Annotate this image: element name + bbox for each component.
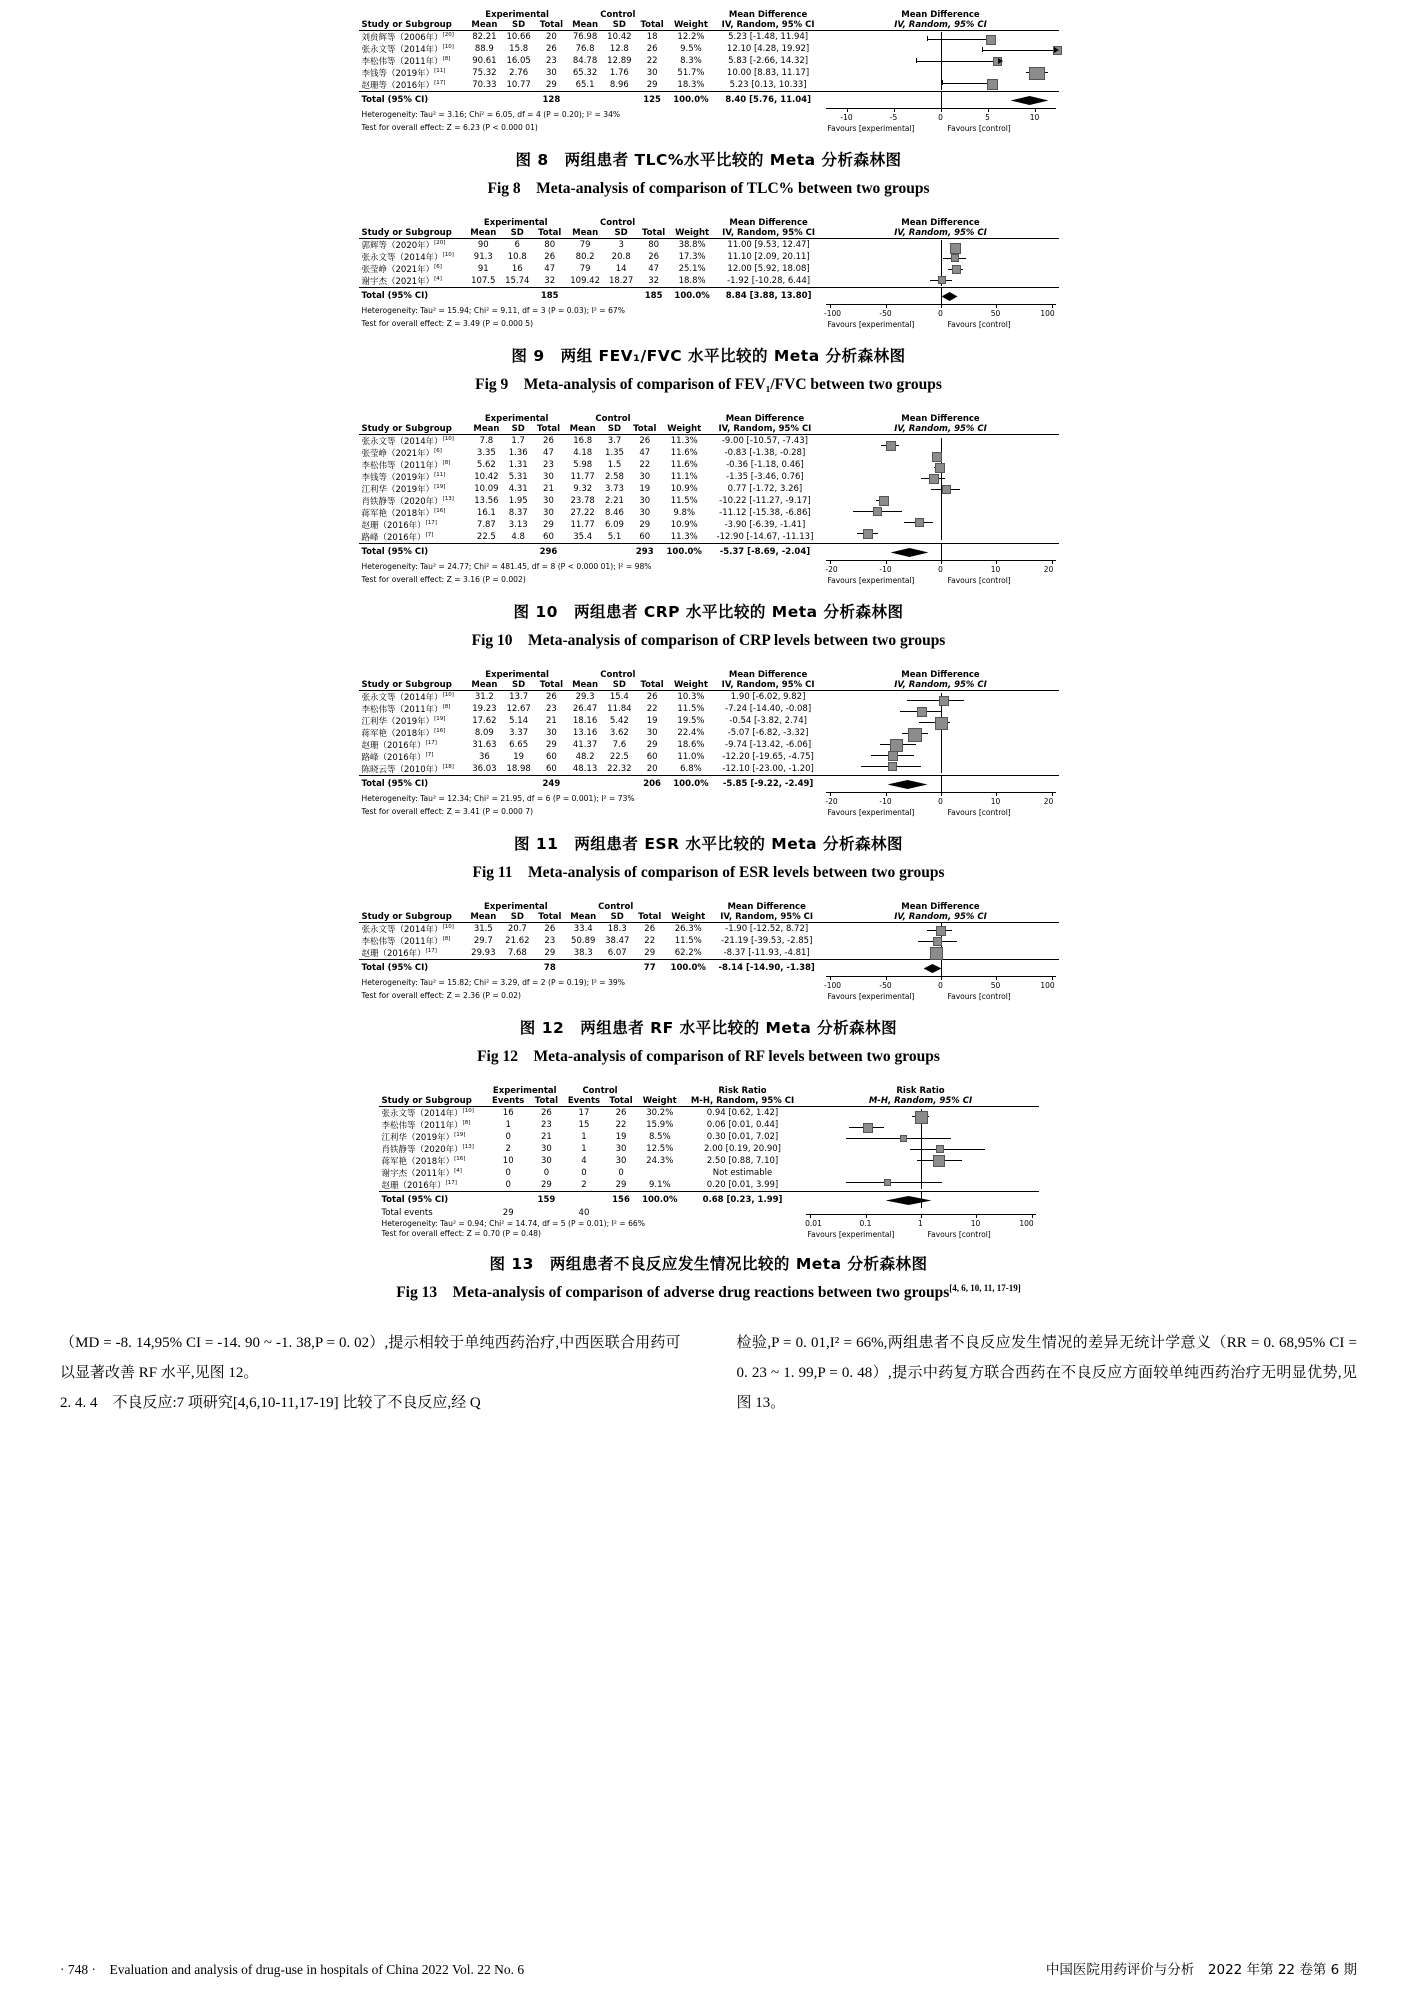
heterogeneity-note: Heterogeneity: Tau² = 15.82; Chi² = 3.29, df = 2 (P = 0.19); I² = 39%	[361, 978, 625, 987]
header-graph: Mean Difference	[901, 10, 980, 20]
header-graph: Mean Difference	[901, 218, 980, 228]
forest-plot-fig10: Experimental Control Mean Difference Mean Difference Study or Subgroup Mean SD Total Mean SD Total Weight IV, Random, 95% CI IV, Random, 95% CI 张永文等（2014年）[10] 7.8 1.7 26 16.8 3.7 26 11.3% -9.00 [-10.57, -7.43] 张莹峥（2021年）[6] 3.35 1.36 47 4.18 1.35 47 11.6% -0.83 [-1.38, -0.28] 李松伟等（2011年）[8] 5.62 1.31 23 5.98 1.5 22 11.6% -0.36 [-1.18, 0.46] 李钱等（2019年）[11] 10.42 5.31 30 11.77 2.58 30 11.1% -1.35 [-3.46, 0.76] 江利华（2019年）[19] 10.09 4.31 21 9.32 3.73 19 10.9% 0.77 [-1.72, 3.26] 肖铁静等（2020年）[13] 13.56 1.95 30 23.78 2.21 30 11.5% -10.22 [-11.27, -9.17] 蒋军艳（2018年）[16] 16.1 8.37 30 27.22 8.46 30 9.8% -11.12 [-15.38, -6.86] 赵珊（2016年）[17] 7.87 3.13 29 11.77 6.09 29 10.9% -3.90 [-6.39, -1.41] 路峰（2016年）[7] 22.5 4.8 60 35.4 5.1 60 11.3% -12.90 [-14.67, -11.13] Total (95% CI) 296 293 100.0% -5.37 [-8.69, -2.04] Heterogeneity: Tau² = 24.77; Chi² = 481.45, df = 8 (P < 0.000 01); I² = 98% -20 -10 0 10 20 Favours [experimental] Favours [control] Test for overall effect: Z = 3.16 (P = 0.002)	[359, 414, 1059, 586]
table-row: 江利华（2019年）[19] 0 21 1 19 8.5% 0.30 [0.01, 7.02]	[381, 1132, 779, 1143]
table-row: 张永文等（2014年）[10] 16 26 17 26 30.2% 0.94 [0.62, 1.42]	[379, 1107, 1039, 1120]
table-row: 赵珊（2016年）[17] 7.87 3.13 29 11.77 6.09 29 10.9% -3.90 [-6.39, -1.41]	[361, 520, 806, 531]
total-row: Total (95% CI) 185 185 100.0% 8.84 [3.88, 13.80]	[359, 288, 1059, 305]
table-row: 张永文等（2014年）[10] 7.8 1.7 26 16.8 3.7 26 11.3% -9.00 [-10.57, -7.43]	[359, 435, 1059, 448]
figure-11-block	[60, 670, 1357, 882]
table-row: 李松伟等（2011年）[8] 90.61 16.05 23 84.78 12.89 22 8.3% 5.83 [-2.66, 14.32]	[361, 56, 809, 67]
total-row: Total (95% CI) 296 293 100.0% -5.37 [-8.69, -2.04]	[359, 544, 1059, 561]
header-effect: Mean Difference	[725, 414, 805, 424]
total-events-row: Total events 29 40 0.01 0.1 1 10 100 Favours [experimental] Favours [control]	[381, 1208, 1034, 1239]
total-row: Total (95% CI) 78 77 100.0% -8.14 [-14.90, -1.38]	[359, 960, 1059, 977]
header-experimental: Experimental	[485, 670, 549, 680]
table-row: 江利华（2019年）[19] 10.09 4.31 21 9.32 3.73 19 10.9% 0.77 [-1.72, 3.26]	[361, 484, 803, 495]
header-graph: Mean Difference	[901, 414, 980, 424]
header-effect: Mean Difference	[729, 218, 808, 228]
table-row: 张永文等（2014年）[10] 31.5 20.7 26 33.4 18.3 26 26.3% -1.90 [-12.52, 8.72]	[359, 923, 1059, 936]
overall-effect-note: Test for overall effect: Z = 3.49 (P = 0.000 5)	[361, 319, 534, 328]
table-row: 李钱等（2019年）[11] 75.32 2.76 30 65.32 1.76 30 51.7% 10.00 [8.83, 11.17]	[361, 68, 810, 79]
header-graph: Risk Ratio	[896, 1086, 945, 1096]
table-row: 刘贠辉等（2006年）[20] 82.21 10.66 20 76.98 10.42 18 12.2% 5.23 [-1.48, 11.94]	[359, 31, 1059, 44]
figure-caption-en: Fig 11 Meta-analysis of comparison of ESR levels between two groups	[472, 864, 945, 881]
figure-caption-refs: [4, 6, 10, 11, 17-19]	[949, 1282, 1021, 1293]
table-row: 李钱等（2019年）[11] 10.42 5.31 30 11.77 2.58 30 11.1% -1.35 [-3.46, 0.76]	[361, 472, 804, 483]
figure-caption-en-text: Fig 13 Meta-analysis of comparison of adverse drug reactions between two groups	[396, 1284, 950, 1301]
overall-effect-note: Test for overall effect: Z = 3.16 (P = 0.002)	[361, 575, 526, 584]
table-row: 蒋军艳（2018年）[16] 10 30 4 30 24.3% 2.50 [0.88, 7.10]	[381, 1156, 779, 1167]
table-row: 肖铁静等（2020年）[13] 2 30 1 30 12.5% 2.00 [0.19, 20.90]	[381, 1144, 781, 1155]
table-row: 李松伟等（2011年）[8] 19.23 12.67 23 26.47 11.84 22 11.5% -7.24 [-14.40, -0.08]	[361, 704, 812, 715]
body-column-left	[60, 1328, 709, 1418]
overall-effect-note: Test for overall effect: Z = 3.41 (P = 0.000 7)	[361, 807, 534, 816]
table-row: 路峰（2016年）[7] 22.5 4.8 60 35.4 5.1 60 11.3% -12.90 [-14.67, -11.13]	[361, 532, 814, 543]
figure-caption-cn: 图 13 两组患者不良反应发生情况比较的 Meta 分析森林图	[489, 1255, 928, 1273]
table-row: 蒋军艳（2018年）[16] 8.09 3.37 30 13.16 3.62 30 22.4% -5.07 [-6.82, -3.32]	[361, 728, 809, 739]
total-row: Total (95% CI) 159 156 100.0% 0.68 [0.23, 1.99]	[379, 1192, 1039, 1209]
header-effect: Mean Difference	[727, 902, 806, 912]
header-control: Control	[598, 902, 634, 912]
body-columns	[60, 1328, 1357, 1418]
header-experimental: Experimental	[483, 218, 548, 228]
header-graph: Mean Difference	[901, 902, 980, 912]
forest-plot-fig8: Experimental Control Mean Difference Mean Difference Study or Subgroup Mean SD Total Mean SD Total Weight IV, Random, 95% CI IV, Random, 95% CI 刘贠辉等（2006年）[20] 82.21 10.66 20 76.98 10.42 18 12.2% 5.23 [-1.48, 11.94] 张永文等（2014年）[10] 88.9 15.8 26 76.8 12.8 26 9.5% 12.10 [4.28, 19.92] 李松伟等（2011年）[8] 90.61 16.05 23 84.78 12.89 22 8.3% 5.83 [-2.66, 14.32] 李钱等（2019年）[11] 75.32 2.76 30 65.32 1.76 30 51.7% 10.00 [8.83, 11.17] 赵珊等（2016年）[17] 70.33 10.77 29 65.1 8.96 29 18.3% 5.23 [0.13, 10.33] Total (95% CI) 128 125 100.0% 8.40 [5.76, 11.04] Heterogeneity: Tau² = 3.16; Chi² = 6.05, df = 4 (P = 0.20); I² = 34% -10 -5 0 5 10 Favours [experimental] Favours [control] Test for overall effect: Z = 6.23 (P < 0.000 01)	[359, 10, 1059, 134]
heterogeneity-note: Heterogeneity: Tau² = 3.16; Chi² = 6.05, df = 4 (P = 0.20); I² = 34%	[361, 110, 621, 119]
figure-caption-cn: 图 9 两组 FEV₁/FVC 水平比较的 Meta 分析森林图	[511, 347, 906, 365]
table-row: 张永文等（2014年）[10] 91.3 10.8 26 80.2 20.8 26 17.3% 11.10 [2.09, 20.11]	[361, 252, 810, 263]
col-study: Study or Subgroup	[359, 20, 467, 31]
forest-plot-fig13: Experimental Control Risk Ratio Risk Ratio Study or Subgroup Events Total Events Total Weight M-H, Random, 95% CI M-H, Random, 95% CI 张永文等（2014年）[10] 16 26 17 26 30.2% 0.94 [0.62, 1.42] 李松伟等（2011年）[8] 1 23 15 22 15.9% 0.06 [0.01, 0.44] 江利华（2019年）[19] 0 21 1 19 8.5% 0.30 [0.01, 7.02] 肖铁静等（2020年）[13] 2 30 1 30 12.5% 2.00 [0.19, 20.90] 蒋军艳（2018年）[16] 10 30 4 30 24.3% 2.50 [0.88, 7.10] 谢宇杰（2011年）[4] 0 0 0 0 Not estimable 赵珊（2016年）[17] 0 29 2 29 9.1% 0.20 [0.01, 3.99] Total (95% CI) 159 156 100.0% 0.68 [0.23, 1.99] Total events 29 40 0.01 0.1 1 10 100 Favours [experimental] Favours [control] Heterogeneity: Tau² = 0.94; Chi² = 14.74, df = 5 (P = 0.01); I² = 66% Test for overall effect: Z = 0.70 (P = 0.48)	[379, 1086, 1039, 1238]
table-row: 张永文等（2014年）[10] 88.9 15.8 26 76.8 12.8 26 9.5% 12.10 [4.28, 19.92]	[361, 44, 810, 55]
header-control: Control	[600, 10, 636, 20]
forest-plot-fig12: Experimental Control Mean Difference Mean Difference Study or Subgroup Mean SD Total Mean SD Total Weight IV, Random, 95% CI IV, Random, 95% CI 张永文等（2014年）[10] 31.5 20.7 26 33.4 18.3 26 26.3% -1.90 [-12.52, 8.72] 李松伟等（2011年）[8] 29.7 21.62 23 50.89 38.47 22 11.5% -21.19 [-39.53, -2.85] 赵珊（2016年）[17] 29.93 7.68 29 38.3 6.07 29 62.2% -8.37 [-11.93, -4.81] Total (95% CI) 78 77 100.0% -8.14 [-14.90, -1.38] Heterogeneity: Tau² = 15.82; Chi² = 3.29, df = 2 (P = 0.19); I² = 39% -100 -50 0 50 100 Favours [experimental] Favours [control] Test for overall effect: Z = 2.36 (P = 0.02)	[359, 902, 1059, 1002]
figure-caption-en: Fig 10 Meta-analysis of comparison of CRP levels between two groups	[471, 632, 946, 649]
table-row: 陈晓云等（2010年）[18] 36.03 18.98 60 48.13 22.32 20 6.8% -12.10 [-23.00, -1.20]	[361, 764, 814, 775]
table-row: 张莹峥（2021年）[6] 3.35 1.36 47 4.18 1.35 47 11.6% -0.83 [-1.38, -0.28]	[361, 448, 806, 459]
figure-caption-cn: 图 12 两组患者 RF 水平比较的 Meta 分析森林图	[519, 1019, 898, 1037]
table-row: 路峰（2016年）[7] 36 19 60 48.2 22.5 60 11.0% -12.20 [-19.65, -4.75]	[361, 752, 814, 763]
table-row: 赵珊（2016年）[17] 0 29 2 29 9.1% 0.20 [0.01, 3.99]	[381, 1180, 779, 1191]
forest-plot-fig11: Experimental Control Mean Difference Mean Difference Study or Subgroup Mean SD Total Mean SD Total Weight IV, Random, 95% CI IV, Random, 95% CI 张永文等（2014年）[10] 31.2 13.7 26 29.3 15.4 26 10.3% 1.90 [-6.02, 9.82] 李松伟等（2011年）[8] 19.23 12.67 23 26.47 11.84 22 11.5% -7.24 [-14.40, -0.08] 江利华（2019年）[19] 17.62 5.14 21 18.16 5.42 19 19.5% -0.54 [-3.82, 2.74] 蒋军艳（2018年）[16] 8.09 3.37 30 13.16 3.62 30 22.4% -5.07 [-6.82, -3.32] 赵珊（2016年）[17] 31.63 6.65 29 41.37 7.6 29 18.6% -9.74 [-13.42, -6.06] 路峰（2016年）[7] 36 19 60 48.2 22.5 60 11.0% -12.20 [-19.65, -4.75] 陈晓云等（2010年）[18] 36.03 18.98 60 48.13 22.32 20 6.8% -12.10 [-23.00, -1.20] Total (95% CI) 249 206 100.0% -5.85 [-9.22, -2.49] Heterogeneity: Tau² = 12.34; Chi² = 21.95, df = 6 (P = 0.001); I² = 73% -20 -10 0 10 20 Favours [experimental] Favours [control] Test for overall effect: Z = 3.41 (P = 0.000 7)	[359, 670, 1059, 818]
header-effect: Mean Difference	[728, 670, 808, 680]
table-row: 赵珊（2016年）[17] 31.63 6.65 29 41.37 7.6 29 18.6% -9.74 [-13.42, -6.06]	[361, 740, 812, 751]
table-row: 李松伟等（2011年）[8] 5.62 1.31 23 5.98 1.5 22 11.6% -0.36 [-1.18, 0.46]	[361, 460, 804, 471]
header-graph: Mean Difference	[901, 670, 980, 680]
overall-effect-note: Test for overall effect: Z = 6.23 (P < 0.000 01)	[361, 123, 538, 132]
overall-effect-note: Test for overall effect: Z = 0.70 (P = 0.48)	[381, 1228, 541, 1238]
table-row: 江利华（2019年）[19] 17.62 5.14 21 18.16 5.42 19 19.5% -0.54 [-3.82, 2.74]	[361, 716, 807, 727]
figure-10-block	[60, 414, 1357, 650]
table-row: 赵珊等（2016年）[17] 70.33 10.77 29 65.1 8.96 29 18.3% 5.23 [0.13, 10.33]	[361, 80, 807, 91]
figure-caption-en: Fig 12 Meta-analysis of comparison of RF levels between two groups	[477, 1048, 940, 1065]
figure-caption-cn: 图 8 两组患者 TLC%水平比较的 Meta 分析森林图	[515, 151, 902, 169]
table-row: 肖铁静等（2020年）[13] 13.56 1.95 30 23.78 2.21 30 11.5% -10.22 [-11.27, -9.17]	[361, 496, 811, 507]
total-row: Total (95% CI) 249 206 100.0% -5.85 [-9.22, -2.49]	[359, 776, 1059, 793]
header-control: Control	[600, 670, 636, 680]
figure-caption-en	[396, 1280, 1021, 1302]
figure-12-block	[60, 902, 1357, 1066]
overall-effect-note: Test for overall effect: Z = 2.36 (P = 0.02)	[361, 991, 521, 1000]
header-effect: Risk Ratio	[718, 1086, 767, 1096]
table-row: 张莹峥（2021年）[6] 91 16 47 79 14 47 25.1% 12.00 [5.92, 18.08]	[361, 264, 810, 275]
table-row: 蒋军艳（2018年）[16] 16.1 8.37 30 27.22 8.46 30 9.8% -11.12 [-15.38, -6.86]	[361, 508, 811, 519]
table-row: 李松伟等（2011年）[8] 1 23 15 22 15.9% 0.06 [0.01, 0.44]	[381, 1120, 779, 1131]
body-column-right	[709, 1328, 1358, 1418]
figure-9-block	[60, 218, 1357, 394]
table-row: 谢宇杰（2011年）[4] 0 0 0 0 Not estimable	[381, 1168, 773, 1179]
header-control: Control	[600, 218, 636, 228]
table-row: 赵珊（2016年）[17] 29.93 7.68 29 38.3 6.07 29 62.2% -8.37 [-11.93, -4.81]	[361, 948, 810, 959]
header-control: Control	[582, 1086, 618, 1096]
header-experimental: Experimental	[485, 10, 549, 20]
header-experimental: Experimental	[484, 414, 549, 424]
table-row: 郭辉等（2020年）[20] 90 6 80 79 3 80 38.8% 11.00 [9.53, 12.47]	[359, 239, 1059, 252]
table-row: 谢宇杰（2021年）[4] 107.5 15.74 32 109.42 18.27 32 18.8% -1.92 [-10.28, 6.44]	[361, 276, 811, 287]
footer-left: · 748 · Evaluation and analysis of drug-use in hospitals of China 2022 Vol. 22 No. 6	[60, 1962, 525, 1977]
total-row: Total (95% CI) 128 125 100.0% 8.40 [5.76, 11.04]	[359, 92, 1059, 109]
figure-caption-cn: 图 10 两组患者 CRP 水平比较的 Meta 分析森林图	[513, 603, 904, 621]
paragraph-left-2: 2. 4. 4 不良反应:7 项研究[4,6,10-11,17-19] 比较了不良反应,经 Q	[60, 1395, 481, 1411]
footer-right: 中国医院用药评价与分析 2022 年第 22 卷第 6 期	[1045, 1962, 1357, 1978]
heterogeneity-note: Heterogeneity: Tau² = 24.77; Chi² = 481.45, df = 8 (P < 0.000 01); I² = 98%	[361, 562, 652, 571]
figure-8-block	[60, 10, 1357, 198]
table-row: 张永文等（2014年）[10] 31.2 13.7 26 29.3 15.4 26 10.3% 1.90 [-6.02, 9.82]	[359, 691, 1059, 704]
heterogeneity-note: Heterogeneity: Tau² = 0.94; Chi² = 14.74, df = 5 (P = 0.01); I² = 66%	[381, 1219, 645, 1229]
header-experimental: Experimental	[492, 1086, 557, 1096]
forest-plot-fig9: Experimental Control Mean Difference Mean Difference Study or Subgroup Mean SD Total Mean SD Total Weight IV, Random, 95% CI IV, Random, 95% CI 郭辉等（2020年）[20] 90 6 80 79 3 80 38.8% 11.00 [9.53, 12.47] 张永文等（2014年）[10] 91.3 10.8 26 80.2 20.8 26 17.3% 11.10 [2.09, 20.11] 张莹峥（2021年）[6] 91 16 47 79 14 47 25.1% 12.00 [5.92, 18.08] 谢宇杰（2021年）[4] 107.5 15.74 32 109.42 18.27 32 18.8% -1.92 [-10.28, 6.44] Total (95% CI) 185 185 100.0% 8.84 [3.88, 13.80] Heterogeneity: Tau² = 15.94; Chi² = 9.11, df = 3 (P = 0.03); I² = 67% -100 -50 0 50 100 Favours [experimental] Favours [control] Test for overall effect: Z = 3.49 (P = 0.000 5)	[359, 218, 1059, 330]
paragraph-right-1: 检验,P = 0. 01,I² = 66%,两组患者不良反应发生情况的差异无统计学意义（RR = 0. 68,95% CI = 0. 23 ~ 1. 99,P = 0. 48）,提示中药复方联合西药在不良反应方面较单纯西药治疗无明显优势,见图 13。	[736, 1335, 1357, 1411]
heterogeneity-note: Heterogeneity: Tau² = 12.34; Chi² = 21.95, df = 6 (P = 0.001); I² = 73%	[361, 794, 635, 803]
header-control: Control	[595, 414, 631, 424]
figure-caption-cn: 图 11 两组患者 ESR 水平比较的 Meta 分析森林图	[513, 835, 904, 853]
figure-caption-en: Fig 9 Meta-analysis of comparison of FEV₁/FVC between two groups	[475, 376, 942, 393]
page-footer	[60, 1958, 1357, 1978]
header-effect: Mean Difference	[728, 10, 808, 20]
header-experimental: Experimental	[484, 902, 548, 912]
heterogeneity-note: Heterogeneity: Tau² = 15.94; Chi² = 9.11, df = 3 (P = 0.03); I² = 67%	[361, 306, 625, 315]
figure-caption-en: Fig 8 Meta-analysis of comparison of TLC% between two groups	[487, 180, 930, 197]
table-row: 李松伟等（2011年）[8] 29.7 21.62 23 50.89 38.47 22 11.5% -21.19 [-39.53, -2.85]	[361, 936, 813, 947]
figure-13-block	[60, 1086, 1357, 1302]
paragraph-left-1: （MD = -8. 14,95% CI = -14. 90 ~ -1. 38,P = 0. 02）,提示相较于单纯西药治疗,中西医联合用药可以显著改善 RF 水平,见图 12。	[60, 1335, 681, 1381]
